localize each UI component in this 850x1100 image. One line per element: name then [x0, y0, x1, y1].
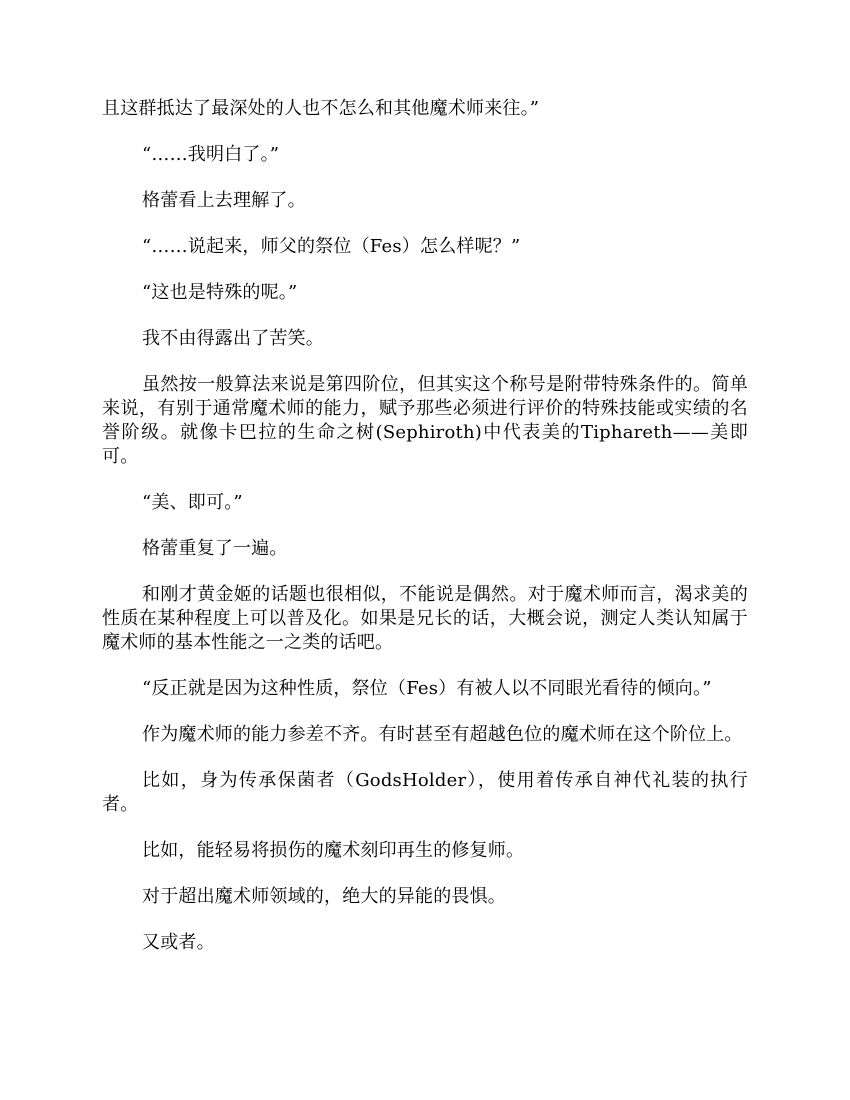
paragraph-10: 和刚才黄金姬的话题也很相似，不能说是偶然。对于魔术师而言，渴求美的性质在某种程度上可以普及化。如果是兄长的话，大概会说，测定人类认知属于魔术师的基本性能之一之类的话吧。 [102, 584, 748, 653]
paragraph-9: 格蕾重复了一遍。 [142, 538, 288, 559]
paragraph-1: 且这群抵达了最深处的人也不怎么和其他魔术师来往。” [102, 98, 540, 119]
paragraph-5: “这也是特殊的呢。” [142, 282, 298, 303]
paragraph-13: 比如，身为传承保菌者（GodsHolder），使用着传承自神代礼装的执行者。 [102, 770, 748, 815]
paragraph-2: “……我明白了。” [142, 144, 280, 165]
paragraph-14: 比如，能轻易将损伤的魔术刻印再生的修复师。 [142, 840, 525, 861]
paragraph-12: 作为魔术师的能力参差不齐。有时甚至有超越色位的魔术师在这个阶位上。 [142, 724, 743, 745]
paragraph-11: “反正就是因为这种性质，祭位（Fes）有被人以不同眼光看待的倾向。” [142, 678, 712, 699]
paragraph-8: “美、即可。” [142, 492, 243, 513]
paragraph-4: “……说起来，师父的祭位（Fes）怎么样呢？” [142, 236, 521, 257]
paragraph-15: 对于超出魔术师领域的，绝大的异能的畏惧。 [142, 886, 506, 907]
paragraph-6: 我不由得露出了苦笑。 [142, 328, 324, 349]
paragraph-7: 虽然按一般算法来说是第四阶位，但其实这个称号是附带特殊条件的。简单来说，有别于通常魔术师的能力，赋予那些必须进行评价的特殊技能或实绩的名誉阶级。就像卡巴拉的生命之树(Sephiroth)中代表美的Tiphareth——美即可。 [102, 374, 748, 467]
paragraph-3: 格蕾看上去理解了。 [142, 190, 306, 211]
paragraph-16: 又或者。 [142, 932, 215, 953]
